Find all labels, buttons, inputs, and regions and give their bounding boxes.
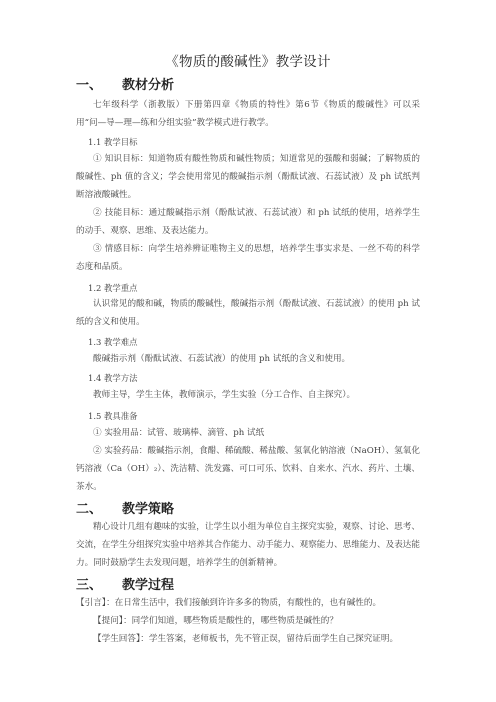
subheading-key: 1.2 教学重点 (88, 283, 138, 293)
section-number: 二、 (76, 502, 103, 517)
subheading-difficulty: 1.3 教学难点 (88, 337, 138, 347)
section-heading-2 (76, 498, 174, 517)
section-number: 三、 (76, 578, 103, 593)
section-title: 教学过程 (122, 578, 175, 593)
difficulty-text: 酸碱指示剂（酚酞试液、石蕊试液）的使用 ph 试纸的含义和使用。 (93, 354, 351, 364)
subheading-prep: 1.5 教具准备 (88, 411, 138, 421)
goal-skill: ② 技能目标：通过酸碱指示剂（酚酞试液、石蕊试液）和 ph 试纸的使用，培养学生的动手、观察、思维、及表达能力。 (76, 208, 420, 236)
method-text: 教师主导，学生主体，教师演示，学生实验（分工合作、自主探究）。 (93, 390, 356, 400)
section-heading-3 (76, 574, 174, 593)
paragraph-intro: 七年级科学（浙教版）下册第四章《物质的特性》第6节《物质的酸碱性》可以采用“问—导—理—练和分组实验”教学模式进行教学。 (76, 100, 420, 128)
section-heading-1 (76, 74, 174, 93)
prep-reagents: ② 实验药品：酸碱指示剂，食醋、稀硫酸、稀盐酸、氢氧化钠溶液（NaOH）、氢氧化钙溶液（Ca（OH）₂）、洗洁精、洗发露、可口可乐、饮料、自来水、汽水、药片、土壤、茶水。 (76, 446, 420, 492)
subheading-goals: 1.1 教学目标 (88, 137, 138, 147)
document-title: 《物质的酸碱性》教学设计 (165, 54, 331, 70)
process-answer: 【学生回答】：学生答案，老师板书，先不管正误，留待后面学生自己探究证明。 (93, 634, 399, 644)
section-title: 教材分析 (122, 78, 175, 93)
section-number: 一、 (76, 78, 103, 93)
goal-emotion: ③ 情感目标：向学生培养辨证唯物主义的思想，培养学生事实求是、一丝不苟的科学态度和品质。 (76, 244, 420, 272)
subheading-method: 1.4 教学方法 (88, 373, 138, 383)
process-intro: 【引言】：在日常生活中，我们接触到许许多多的物质，有酸性的，也有碱性的。 (76, 598, 382, 608)
key-points: 认识常见的酸和碱，物质的酸碱性，酸碱指示剂（酚酞试液、石蕊试液）的使用 ph 试纸的含义和使用。 (76, 299, 420, 327)
process-question: 【提问】：同学们知道，哪些物质是酸性的，哪些物质是碱性的？ (93, 616, 338, 626)
goal-knowledge: ① 知识目标：知道物质有酸性物质和碱性物质；知道常见的强酸和弱碱；了解物质的酸碱性、ph 值的含义；学会使用常见的酸碱指示剂（酚酞试液、石蕊试液）及 ph 试纸判断溶液酸碱性。 (76, 154, 420, 200)
strategy-text: 精心设计几组有趣味的实验，让学生以小组为单位自主探究实验，观察、讨论、思考、交流，在学生分组探究实验中培养其合作能力、动手能力、观察能力、思维能力、及表达能力。同时鼓励学生去发现问题，培养学生的创新精神。 (76, 522, 420, 568)
prep-items: ① 实验用品：试管、玻璃棒、滴管、ph 试纸 (93, 428, 265, 438)
section-title: 教学策略 (122, 502, 175, 517)
